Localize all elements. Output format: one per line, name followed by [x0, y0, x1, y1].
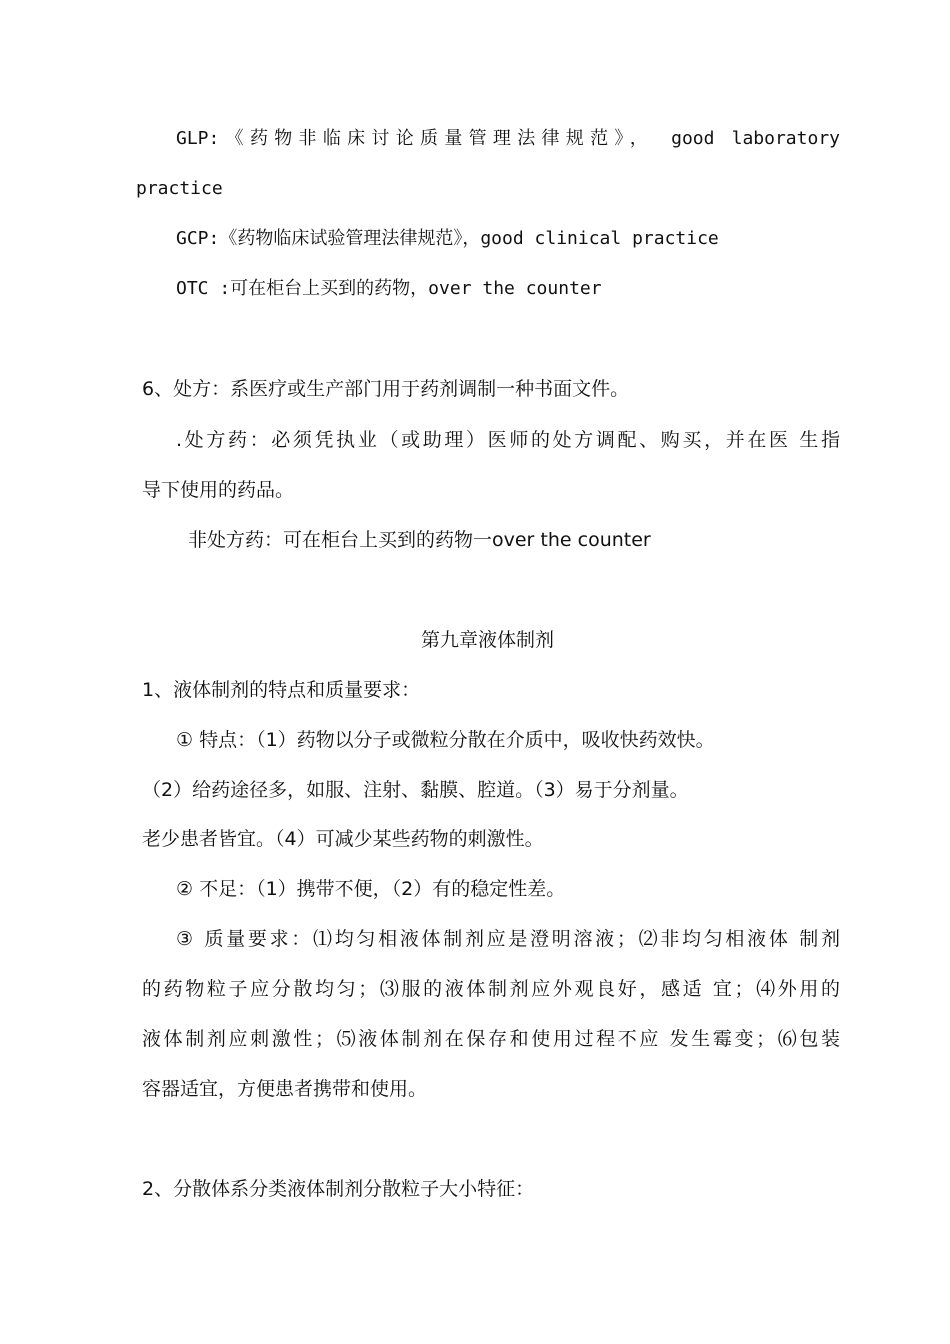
otc-line: OTC :可在柜台上买到的药物，over the counter [176, 278, 602, 299]
features-line-1: ① 特点：（1）药物以分子或微粒分散在介质中，吸收快药效快。 [176, 729, 715, 751]
quality-requirements-line-1: ③ 质量要求：⑴均匀相液体制剂应是澄明溶液；⑵非均匀相液体 制剂 [176, 928, 840, 950]
features-line-3: 老少患者皆宜。（4）可减少某些药物的刺激性。 [142, 828, 544, 850]
prescription-drug-line-2: 导下使用的药品。 [142, 479, 295, 501]
shortcomings-line: ② 不足：（1）携带不便，（2）有的稳定性差。 [176, 878, 566, 900]
features-line-2: （2）给药途径多，如服、注射、黏膜、腔道。（3）易于分剂量。 [142, 779, 689, 801]
question-1-heading: 1、液体制剂的特点和质量要求： [142, 679, 421, 701]
question-2-heading: 2、分散体系分类液体制剂分散粒子大小特征： [142, 1178, 535, 1200]
gcp-line: GCP:《药物临床试验管理法律规范》，good clinical practice [176, 228, 719, 249]
glp-line-2: practice [136, 178, 223, 199]
prescription-drug-line-1: .处方药：必须凭执业（或助理）医师的处方调配、购买，并在医 生指 [176, 429, 840, 451]
quality-requirements-line-2: 的药物粒子应分散均匀；⑶服的液体制剂应外观良好，感适 宜；⑷外用的 [142, 978, 840, 1000]
quality-requirements-line-3: 液体制剂应刺激性；⑸液体制剂在保存和使用过程不应 发生霉变；⑹包装 [142, 1028, 840, 1050]
chapter-title: 第九章液体制剂 [420, 629, 554, 651]
glp-line-1: GLP:《药物非临床讨论质量管理法律规范》， good laboratory [176, 128, 840, 149]
section-6-heading: 6、处方：系医疗或生产部门用于药剂调制一种书面文件。 [142, 378, 630, 400]
nonprescription-drug-line: 非处方药：可在柜台上买到的药物一over the counter [188, 529, 651, 551]
quality-requirements-line-4: 容器适宜，方便患者携带和使用。 [142, 1078, 428, 1100]
